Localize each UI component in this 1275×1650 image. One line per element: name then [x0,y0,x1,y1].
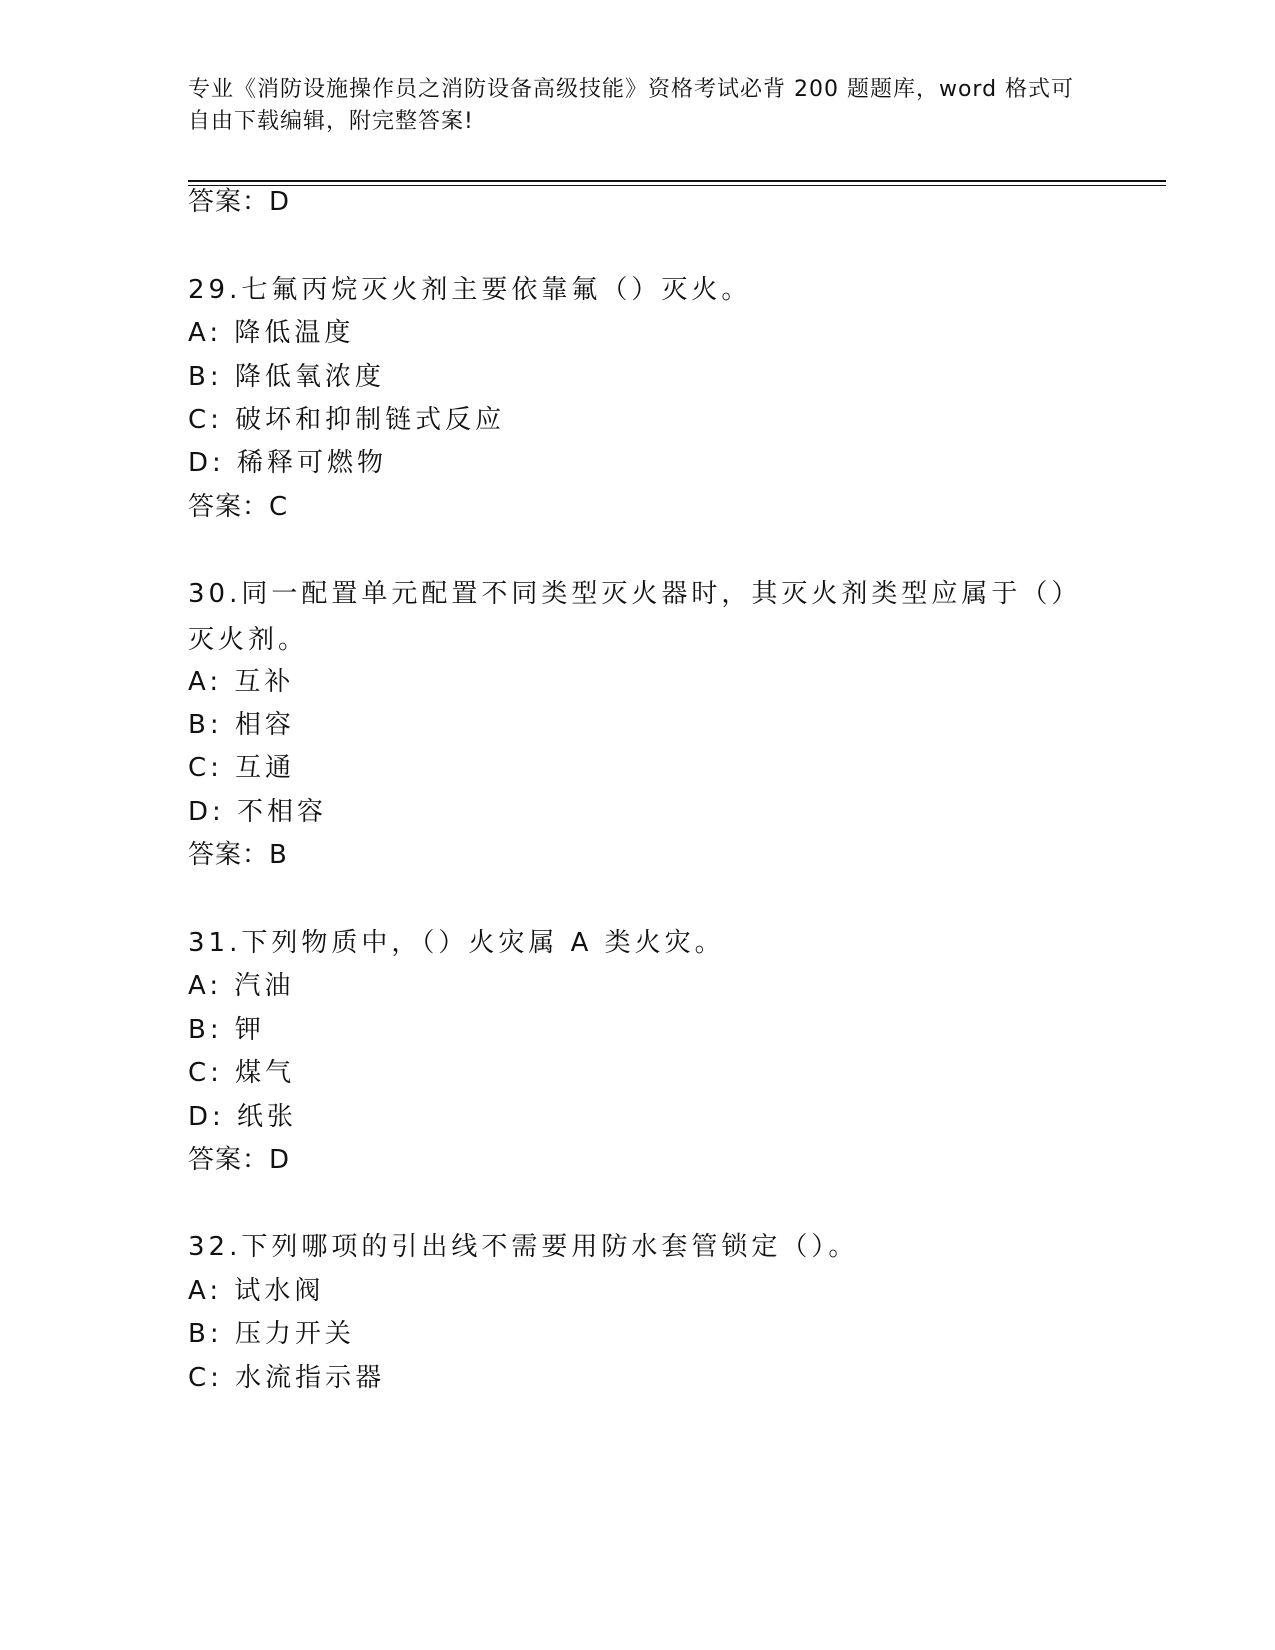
header-divider-thin [188,185,1166,186]
option-c: C: 煤气 [188,1058,296,1088]
option-c: C: 破坏和抑制链式反应 [188,405,506,435]
option-b: B: 降低氧浓度 [188,362,385,392]
option-d: D: 不相容 [188,797,328,827]
option-b: B: 压力开关 [188,1319,355,1349]
option-a: A: 汽油 [188,971,295,1001]
answer-line: 答案：D [188,187,291,217]
answer-line: 答案：B [188,840,288,870]
option-c: C: 水流指示器 [188,1363,386,1393]
question-stem: 31.下列物质中，（）火灾属 A 类火灾。 [188,928,725,958]
header-divider [188,180,1166,182]
question-stem: 32.下列哪项的引出线不需要用防水套管锁定（）。 [188,1232,859,1262]
question-stem: 30.同一配置单元配置不同类型灭火器时，其灭火剂类型应属于（）灭火剂。 [188,579,1082,655]
option-d: D: 稀释可燃物 [188,448,388,478]
option-a: A: 互补 [188,667,295,697]
option-d: D: 纸张 [188,1102,298,1132]
answer-line: 答案：C [188,492,289,522]
option-a: A: 降低温度 [188,318,355,348]
option-a: A: 试水阀 [188,1276,325,1306]
question-stem: 29.七氟丙烷灭火剂主要依靠氟（）灭火。 [188,275,752,305]
option-c: C: 互通 [188,753,296,783]
answer-line: 答案：D [188,1145,291,1175]
option-b: B: 相容 [188,710,295,740]
page-header: 专业《消防设施操作员之消防设备高级技能》资格考试必背 200 题题库，word 格式可自由下载编辑，附完整答案! [188,77,1075,134]
option-b: B: 钾 [188,1015,265,1045]
